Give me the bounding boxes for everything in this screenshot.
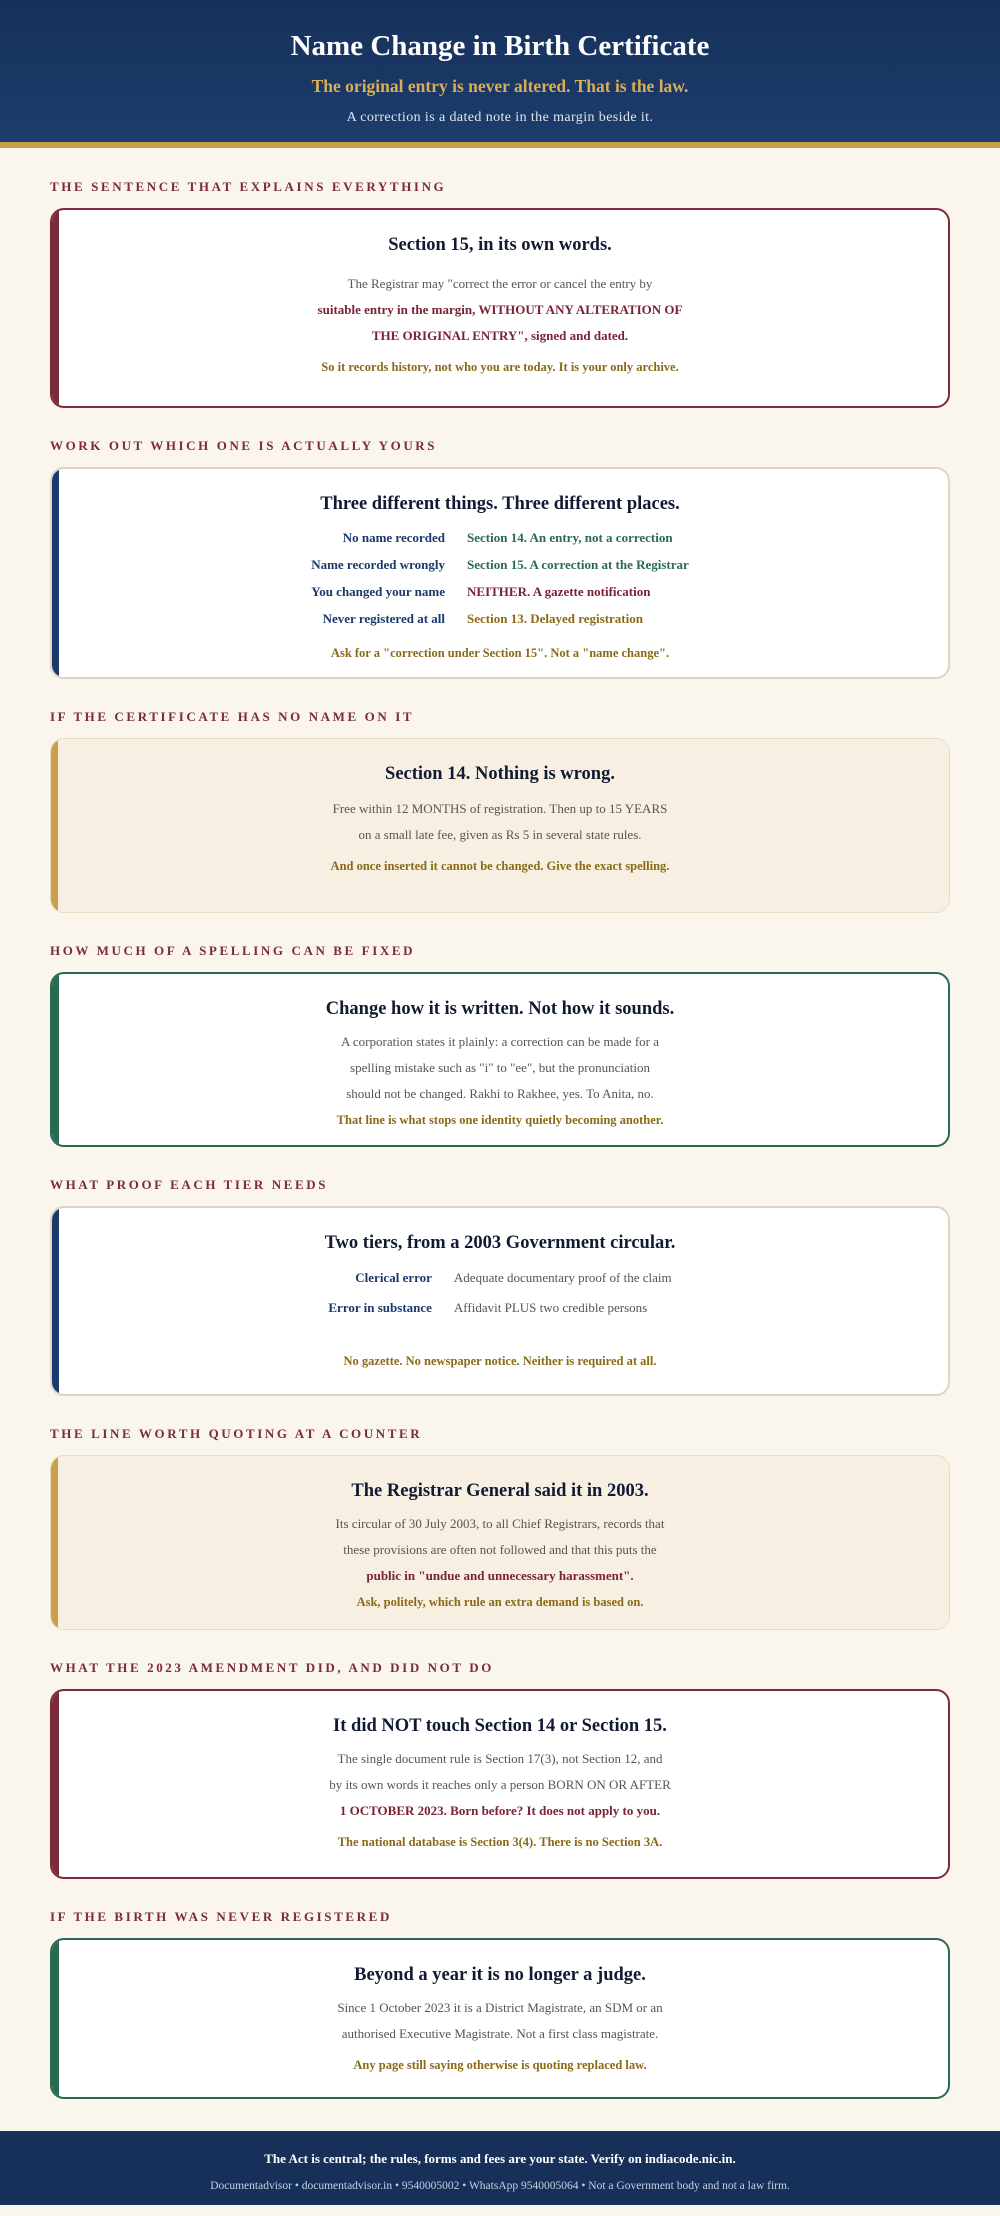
card-text: spelling mistake such as "i" to "ee", but the pronunciation xyxy=(350,1060,650,1075)
table-row xyxy=(328,1293,671,1323)
row-value: NEITHER. A gazette notification xyxy=(467,584,651,599)
card-accent-bar xyxy=(52,1208,59,1394)
section-label: WHAT THE 2023 AMENDMENT DID, AND DID NOT DO xyxy=(50,1660,494,1675)
footer-contact: Documentadvisor • documentadvisor.in • 9540005002 • WhatsApp 9540005064 • Not a Government body and not a law firm. xyxy=(210,2180,790,2192)
card-title: It did NOT touch Section 14 or Section 15. xyxy=(333,1716,667,1736)
section-label: WHAT PROOF EACH TIER NEEDS xyxy=(50,1177,329,1192)
card-text: should not be changed. Rakhi to Rakhee, yes. To Anita, no. xyxy=(346,1086,654,1101)
row-key: No name recorded xyxy=(342,530,446,545)
card-note: Any page still saying otherwise is quoting replaced law. xyxy=(353,2058,647,2072)
section-label: THE SENTENCE THAT EXPLAINS EVERYTHING xyxy=(50,179,447,194)
card-text: Its circular of 30 July 2003, to all Chief Registrars, records that xyxy=(335,1516,665,1531)
section-card xyxy=(50,1689,950,1879)
table-row xyxy=(311,551,689,578)
routing-table xyxy=(311,524,689,632)
card-title: Three different things. Three different places. xyxy=(320,494,680,514)
card-title: Section 15, in its own words. xyxy=(388,235,612,255)
card-emphasis: public in "undue and unnecessary harassment". xyxy=(366,1568,634,1583)
card-text: A corporation states it plainly: a correction can be made for a xyxy=(340,1034,660,1049)
card-note: So it records history, not who you are today. It is your only archive. xyxy=(321,360,679,374)
page-header xyxy=(0,0,1000,148)
card-title: Two tiers, from a 2003 Government circular. xyxy=(324,1233,676,1253)
proof-table xyxy=(328,1263,671,1323)
table-row xyxy=(311,524,689,551)
section-card xyxy=(50,1938,950,2099)
card-title: Section 14. Nothing is wrong. xyxy=(385,764,615,784)
card-note: And once inserted it cannot be changed. Give the exact spelling. xyxy=(330,859,670,873)
card-accent-bar xyxy=(52,1691,59,1877)
card-accent-bar xyxy=(52,974,59,1145)
card-text: The Registrar may "correct the error or cancel the entry by xyxy=(347,276,653,291)
section-card xyxy=(50,208,950,408)
page-subtitle: The original entry is never altered. That is the law. xyxy=(311,76,689,96)
row-value: Affidavit PLUS two credible persons xyxy=(453,1300,648,1315)
row-value: Adequate documentary proof of the claim xyxy=(453,1270,672,1285)
section-label: IF THE BIRTH WAS NEVER REGISTERED xyxy=(50,1909,392,1924)
footer-disclaimer: The Act is central; the rules, forms and fees are your state. Verify on indiacode.nic.in. xyxy=(264,2151,736,2166)
card-text: Free within 12 MONTHS of registration. Then up to 15 YEARS xyxy=(332,801,668,816)
card-note: Ask for a "correction under Section 15". Not a "name change". xyxy=(330,646,670,660)
row-key: You changed your name xyxy=(311,584,446,599)
card-accent-bar xyxy=(52,1940,59,2097)
row-value: Section 13. Delayed registration xyxy=(467,611,643,626)
section-card xyxy=(50,467,950,679)
card-note: The national database is Section 3(4). There is no Section 3A. xyxy=(337,1835,663,1849)
section-label: WORK OUT WHICH ONE IS ACTUALLY YOURS xyxy=(50,438,438,453)
section-card xyxy=(50,738,950,913)
table-row xyxy=(311,605,689,632)
main-content xyxy=(0,179,1000,2099)
table-row xyxy=(328,1263,671,1293)
row-value: Section 15. A correction at the Registrar xyxy=(467,557,689,572)
card-emphasis: THE ORIGINAL ENTRY", signed and dated. xyxy=(371,328,629,343)
card-title: Change how it is written. Not how it sounds. xyxy=(325,999,675,1019)
section-card xyxy=(50,972,950,1147)
card-text: by its own words it reaches only a person BORN ON OR AFTER xyxy=(329,1777,671,1792)
section-card xyxy=(50,1455,950,1630)
card-text: on a small late fee, given as Rs 5 in several state rules. xyxy=(358,827,642,842)
row-key: Error in substance xyxy=(328,1300,432,1315)
page-title: Name Change in Birth Certificate xyxy=(290,30,710,62)
section-card xyxy=(50,1206,950,1396)
row-key: Clerical error xyxy=(355,1270,432,1285)
card-emphasis: suitable entry in the margin, WITHOUT ANY ALTERATION OF xyxy=(317,302,683,317)
card-emphasis: 1 OCTOBER 2023. Born before? It does not apply to you. xyxy=(339,1803,661,1818)
card-text: The single document rule is Section 17(3), not Section 12, and xyxy=(337,1751,663,1766)
row-key: Never registered at all xyxy=(322,611,446,626)
card-accent-bar xyxy=(51,739,58,912)
card-note: That line is what stops one identity quietly becoming another. xyxy=(336,1113,664,1127)
page-tagline: A correction is a dated note in the margin beside it. xyxy=(346,110,654,125)
card-accent-bar xyxy=(52,469,59,677)
card-note: No gazette. No newspaper notice. Neither is required at all. xyxy=(343,1354,657,1368)
row-key: Name recorded wrongly xyxy=(311,557,446,572)
card-accent-bar xyxy=(51,1456,58,1629)
card-accent-bar xyxy=(52,210,59,406)
card-text: these provisions are often not followed and that this puts the xyxy=(343,1542,657,1557)
card-text: Since 1 October 2023 it is a District Magistrate, an SDM or an xyxy=(337,2000,663,2015)
section-label: HOW MUCH OF A SPELLING CAN BE FIXED xyxy=(50,943,416,958)
section-label: THE LINE WORTH QUOTING AT A COUNTER xyxy=(50,1426,423,1441)
card-text: authorised Executive Magistrate. Not a first class magistrate. xyxy=(341,2026,659,2041)
card-note: Ask, politely, which rule an extra demand is based on. xyxy=(356,1595,644,1609)
section-label: IF THE CERTIFICATE HAS NO NAME ON IT xyxy=(50,709,415,724)
card-title: The Registrar General said it in 2003. xyxy=(351,1481,649,1501)
row-value: Section 14. An entry, not a correction xyxy=(467,530,673,545)
page-footer xyxy=(0,2131,1000,2205)
table-row xyxy=(311,578,689,605)
card-title: Beyond a year it is no longer a judge. xyxy=(354,1965,646,1985)
